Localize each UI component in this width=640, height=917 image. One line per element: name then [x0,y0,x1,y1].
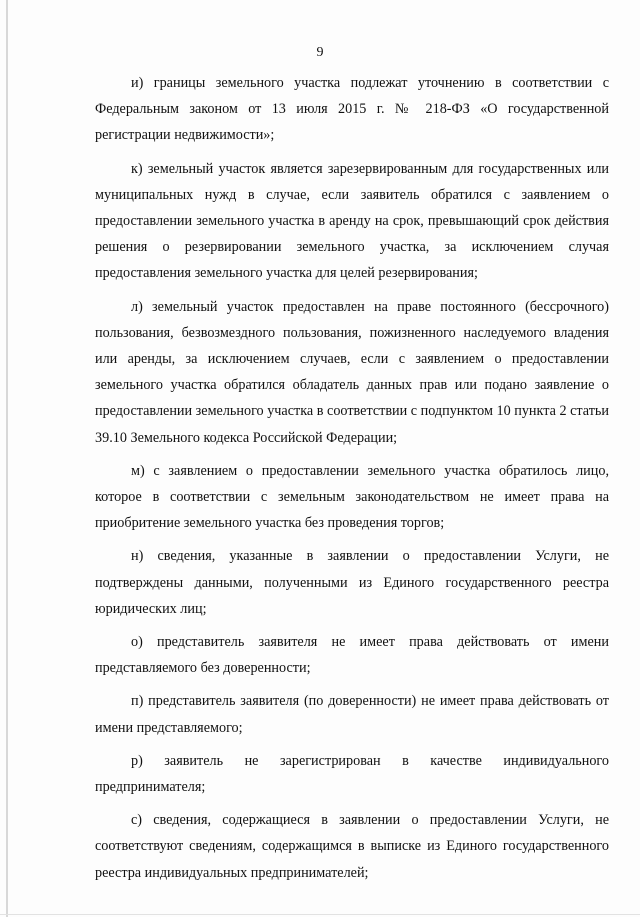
scan-edge-shadow [6,0,8,917]
paragraph-n: н) сведения, указанные в заявлении о предоставлении Услуги, не подтверждены данными, полученными из Единого государственного реестра юридических лиц; [95,548,609,617]
paragraph-s: с) сведения, содержащиеся в заявлении о предоставлении Услуги, не соответствуют сведениям, содержащимся в выписке из Единого государственного реестра индивидуальных предпринимателей; [95,812,609,881]
paragraph-o: о) представитель заявителя не имеет права действовать от имени представляемого без доверенности; [95,634,609,677]
paragraph-r: р) заявитель не зарегистрирован в качестве индивидуального предпринимателя; [95,752,609,796]
page-number: 9 [316,45,324,60]
paragraph-p: п) представитель заявителя (по доверенности) не имеет права действовать от имени представляемого; [95,693,609,736]
paragraph-k: к) земельный участок является зарезервированным для государственных или муниципальных нужд в случае, если заявитель обратился с заявлением о предоставлении земельного участка в аренду на срок, превышающий срок действия решения о резервировании земельного участка, за исключением случая предоставления земельного участка для целей резервирования; [95,160,609,282]
paragraph-i: и) границы земельного участка подлежат уточнению в соответствии с Федеральным законом от 13 июля 2015 г. № 218-ФЗ «О государственной регистрации недвижимости»; [95,75,609,144]
document-body [95,70,609,893]
paragraph-l: л) земельный участок предоставлен на праве постоянного (бессрочного) пользования, безвозмездного пользования, пожизненного наследуемого владения или аренды, за исключением случаев, если с заявлением о предоставлении земельного участка обратился обладатель данных прав или подано заявление о предоставлении земельного участка в соответствии с подпунктом 10 пункта 2 статьи 39.10 Земельного кодекса Российской Федерации; [95,298,609,446]
paragraph-m: м) с заявлением о предоставлении земельного участка обратилось лицо, которое в соответствии с земельным законодательством не имеет права на приобритение земельного участка без проведения торгов; [95,462,609,532]
scan-bottom-edge [0,914,640,915]
